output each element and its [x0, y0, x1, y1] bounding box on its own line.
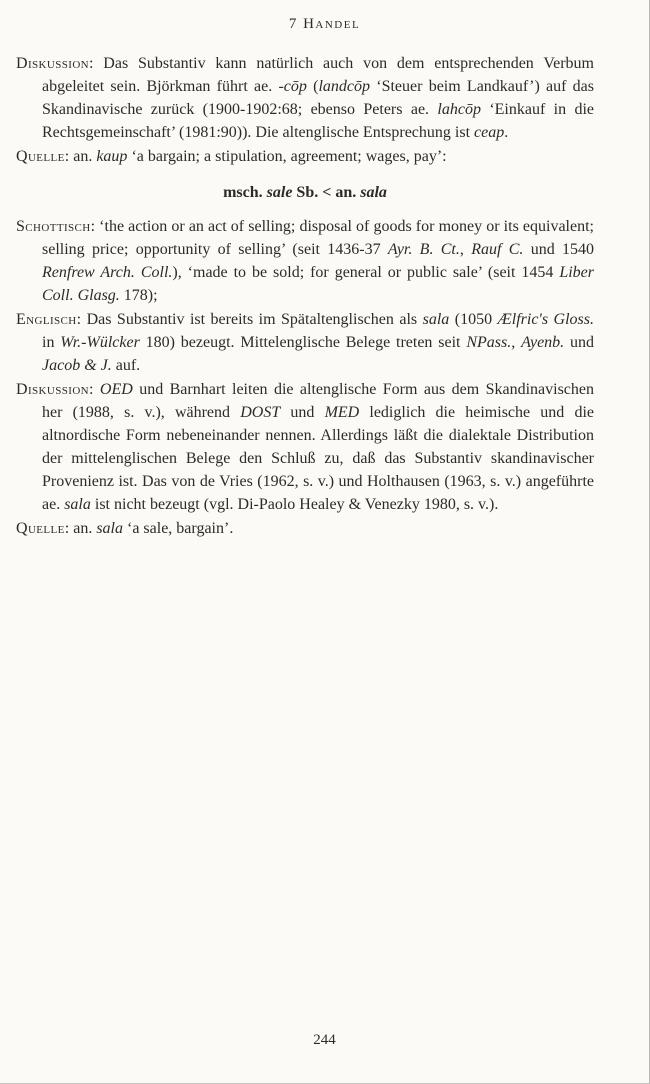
- entry-paragraph: [16, 145, 594, 168]
- text-run: sala: [360, 184, 387, 201]
- text-run: sala: [422, 311, 450, 328]
- text-run: ‘a sale, bargain’.: [123, 520, 234, 537]
- text-run: OED: [99, 381, 133, 398]
- text-run: und Barnhart leiten die altenglische Form aus dem Skandinavischen her (1988, s. v.), während: [42, 381, 594, 421]
- text-run: : ‘the action or an act of selling; disposal of goods for money or its equivalent; selling price; opportunity of selling’ (seit 1436-37: [42, 218, 594, 258]
- text-run: DOST: [240, 404, 281, 421]
- text-run: und: [280, 404, 325, 421]
- text-run: sala: [64, 496, 91, 513]
- text-run: Englisch: [16, 311, 77, 328]
- text-run: Quelle: [16, 520, 65, 537]
- text-run: Quelle: [16, 148, 65, 165]
- text-run: in: [42, 334, 61, 351]
- text-run: ,: [459, 241, 472, 258]
- text-run: msch.: [223, 184, 267, 201]
- text-run: 180) bezeugt. Mittelenglische Belege treten seit: [139, 334, 467, 351]
- text-run: ist nicht bezeugt (vgl. Di-Paolo Healey & Venezky 1980, s. v.).: [90, 496, 499, 513]
- text-run: sala: [96, 520, 123, 537]
- text-run: lahcōp: [437, 101, 481, 118]
- running-header: 7 Handel: [288, 16, 361, 32]
- text-run: : Das Substantiv ist bereits im Spätaltenglischen als: [76, 311, 423, 328]
- text-run: Rauf C.: [471, 241, 524, 258]
- text-run: Wr.-Wülcker: [60, 334, 140, 351]
- entry-paragraph: [16, 215, 594, 307]
- text-run: ‘a bargain; a stipulation, agreement; wages, pay’:: [127, 148, 447, 165]
- text-run: Jacob & J.: [42, 357, 112, 374]
- entry-paragraph: [16, 517, 594, 540]
- page-number: 244: [313, 1032, 336, 1048]
- text-run: ,: [511, 334, 522, 351]
- text-run: -cōp: [278, 78, 307, 95]
- page-body: [16, 52, 594, 541]
- text-run: und: [564, 334, 595, 351]
- text-run: (: [306, 78, 319, 95]
- text-run: kaup: [96, 148, 128, 165]
- text-run: Schottisch: [16, 218, 91, 235]
- text-run: landcōp: [318, 78, 371, 95]
- text-run: ‘Steuer beim Landkauf’) auf das Skandinavische zurück (1900-1902:68; ebenso Peters ae.: [42, 78, 595, 118]
- text-run: und 1540: [523, 241, 595, 258]
- text-run: NPass.: [466, 334, 512, 351]
- text-run: : Das Substantiv kann natürlich auch von dem entsprechenden Verbum abgeleitet sein. Björkman führt ae.: [42, 55, 594, 95]
- text-run: ‘Einkauf in die Rechtsgemeinschaft’ (1981:90)). Die altenglische Entsprechung ist: [42, 101, 595, 141]
- text-run: Renfrew Arch. Coll.: [42, 264, 173, 281]
- text-run: 178);: [119, 287, 158, 304]
- text-run: ), ‘made to be sold; for general or public sale’ (seit 1454: [172, 264, 560, 281]
- text-run: Ayenb.: [521, 334, 565, 351]
- text-run: Liber Coll. Glasg.: [42, 264, 594, 304]
- text-run: Diskussion: [16, 55, 90, 72]
- entry-heading: [16, 181, 594, 204]
- text-run: MED: [324, 404, 360, 421]
- text-run: (1050: [449, 311, 498, 328]
- text-run: Sb. < an.: [292, 184, 361, 201]
- text-run: ceap: [474, 124, 505, 141]
- text-run: Diskussion: [16, 381, 90, 398]
- entry-paragraph: [16, 308, 594, 377]
- text-run: : an.: [64, 520, 97, 537]
- text-run: Ayr. B. Ct.: [387, 241, 460, 258]
- text-run: sale: [266, 184, 293, 201]
- text-run: :: [89, 381, 100, 398]
- text-run: auf.: [111, 357, 141, 374]
- text-run: .: [504, 124, 509, 141]
- text-run: : an.: [64, 148, 97, 165]
- text-run: lediglich die heimische und die altnordische Form nebeneinander nennen. Allerdings läßt die dialektale Distribution der mittelenglischen Belege den Schluß zu, daß das Substantiv skandinavischer Provenienz ist. Das von de Vries (1962, s. v.) und Holthausen (1963, s. v.) angeführte ae.: [42, 404, 595, 513]
- text-run: Ælfric's Gloss.: [497, 311, 594, 328]
- entry-paragraph: [16, 52, 594, 144]
- entry-paragraph: [16, 378, 594, 516]
